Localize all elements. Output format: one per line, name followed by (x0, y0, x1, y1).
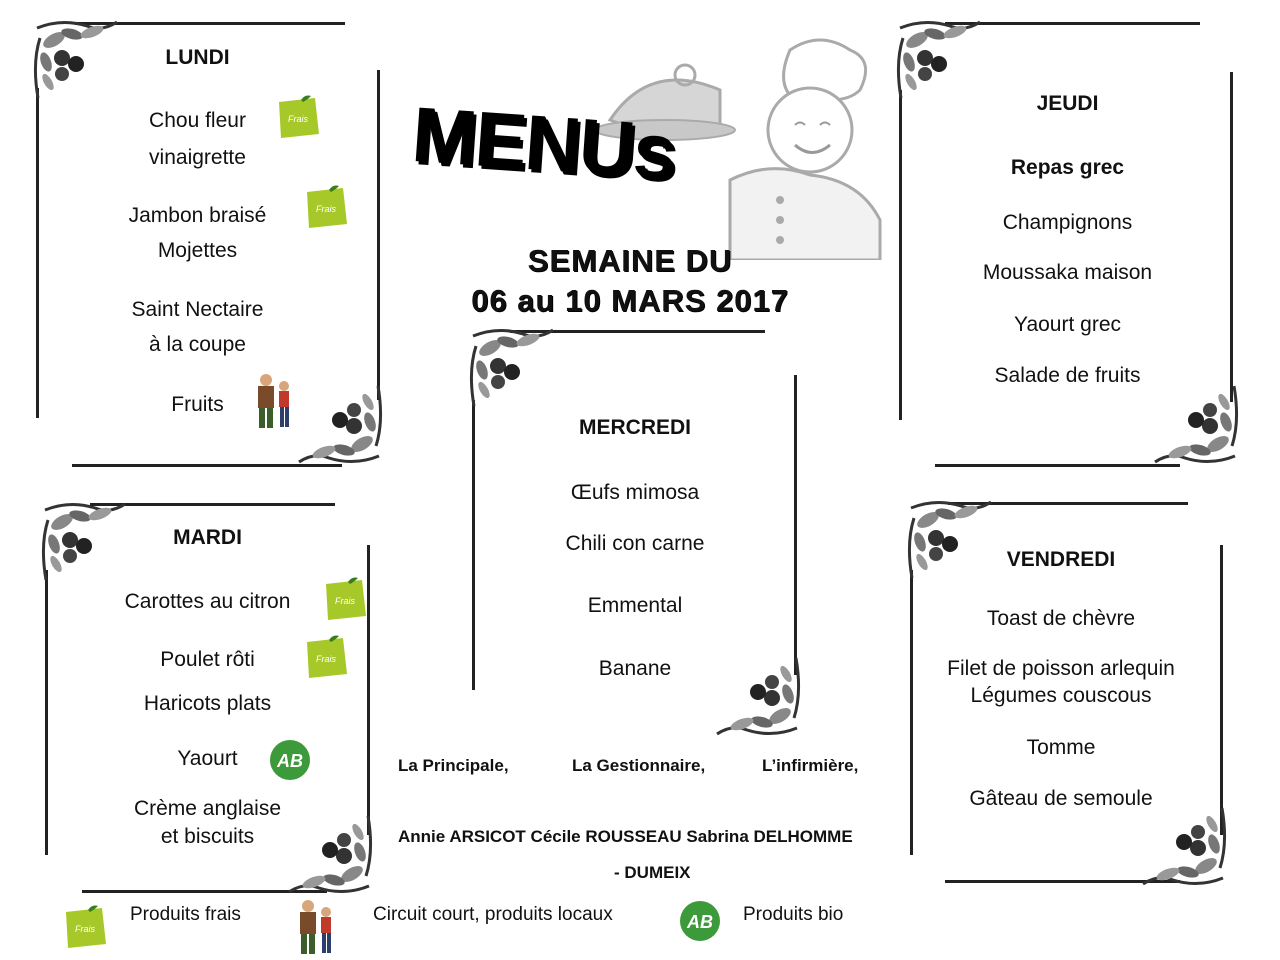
dish: Œufs mimosa (570, 481, 700, 504)
dish: vinaigrette (149, 146, 246, 169)
legend-local: Circuit court, produits locaux (373, 904, 613, 925)
menus-title: MENUs (409, 89, 678, 197)
dish: Chou fleur (149, 109, 246, 132)
day-title: JEUDI (1036, 92, 1099, 115)
dish: Gâteau de semoule (969, 787, 1153, 810)
frame-left-line (36, 88, 39, 418)
week-dates: 06 au 10 MARS 2017 (471, 283, 789, 318)
floral-ornament-icon (468, 326, 558, 416)
dish: Filet de poisson arlequin (947, 657, 1175, 680)
day-title: VENDREDI (1006, 548, 1116, 571)
frame-right-line (1220, 545, 1223, 835)
dish: Poulet rôti (160, 648, 255, 671)
fresh-badge-text: Frais (335, 596, 355, 606)
frame-right-line (377, 70, 380, 400)
dish: Yaourt (177, 747, 238, 770)
dish: Crème anglaise (133, 797, 282, 820)
dish: Moussaka maison (982, 261, 1153, 284)
dish: Emmental (587, 594, 683, 617)
dish: Haricots plats (143, 692, 272, 715)
legend-fresh: Produits frais (130, 904, 241, 925)
organic-badge-text: AB (277, 751, 303, 771)
organic-ab-icon (269, 739, 311, 781)
signature-names-continued: - DUMEIX (614, 863, 691, 882)
dish: Légumes couscous (970, 684, 1152, 707)
day-title: MARDI (173, 526, 242, 549)
fresh-product-icon (303, 634, 349, 680)
fresh-badge-text: Frais (316, 204, 336, 214)
dish: Mojettes (157, 239, 238, 262)
dish: Yaourt grec (1014, 313, 1121, 336)
signature-role: La Gestionnaire, (572, 756, 706, 775)
frame-left-line (45, 570, 48, 855)
dish: Jambon braisé (128, 204, 267, 227)
frame-right-line (794, 375, 797, 675)
fresh-badge-text: Frais (75, 924, 95, 934)
fresh-product-icon (322, 576, 368, 622)
day-title: MERCREDI (578, 416, 691, 439)
floral-ornament-icon (294, 376, 384, 466)
dish: Toast de chèvre (986, 607, 1136, 630)
dish: Banane (598, 657, 672, 680)
signature-role: L’infirmière, (762, 756, 859, 775)
dish: et biscuits (160, 825, 255, 848)
signature-names: Annie ARSICOT Cécile ROUSSEAU Sabrina DELHOMME (398, 827, 853, 846)
theme-subtitle: Repas grec (1010, 156, 1125, 179)
dish: à la coupe (149, 333, 246, 356)
local-farmer-icon (252, 372, 296, 432)
fresh-badge-text: Frais (316, 654, 336, 664)
dish: Saint Nectaire (131, 298, 264, 321)
local-farmer-icon (294, 898, 338, 958)
frame-left-line (910, 570, 913, 855)
fresh-product-icon (62, 904, 108, 950)
fresh-badge-text: Frais (288, 114, 308, 124)
organic-ab-icon (679, 900, 721, 942)
day-title: LUNDI (165, 46, 230, 69)
dish: Fruits (171, 393, 224, 416)
signature-role: La Principale, (398, 756, 509, 775)
dish: Tomme (1026, 736, 1096, 759)
week-label: SEMAINE DU (527, 243, 733, 278)
dish: Carottes au citron (124, 590, 291, 613)
dish: Chili con carne (565, 532, 705, 555)
legend-organic: Produits bio (743, 904, 844, 925)
dish: Champignons (1002, 211, 1133, 234)
floral-ornament-icon (906, 498, 996, 588)
organic-badge-text: AB (687, 912, 713, 932)
frame-left-line (472, 400, 475, 690)
frame-left-line (899, 90, 902, 420)
frame-right-line (1230, 72, 1233, 402)
fresh-product-icon (275, 94, 321, 140)
frame-bottom-line (935, 464, 1180, 467)
dish: Salade de fruits (994, 364, 1141, 387)
fresh-product-icon (303, 184, 349, 230)
